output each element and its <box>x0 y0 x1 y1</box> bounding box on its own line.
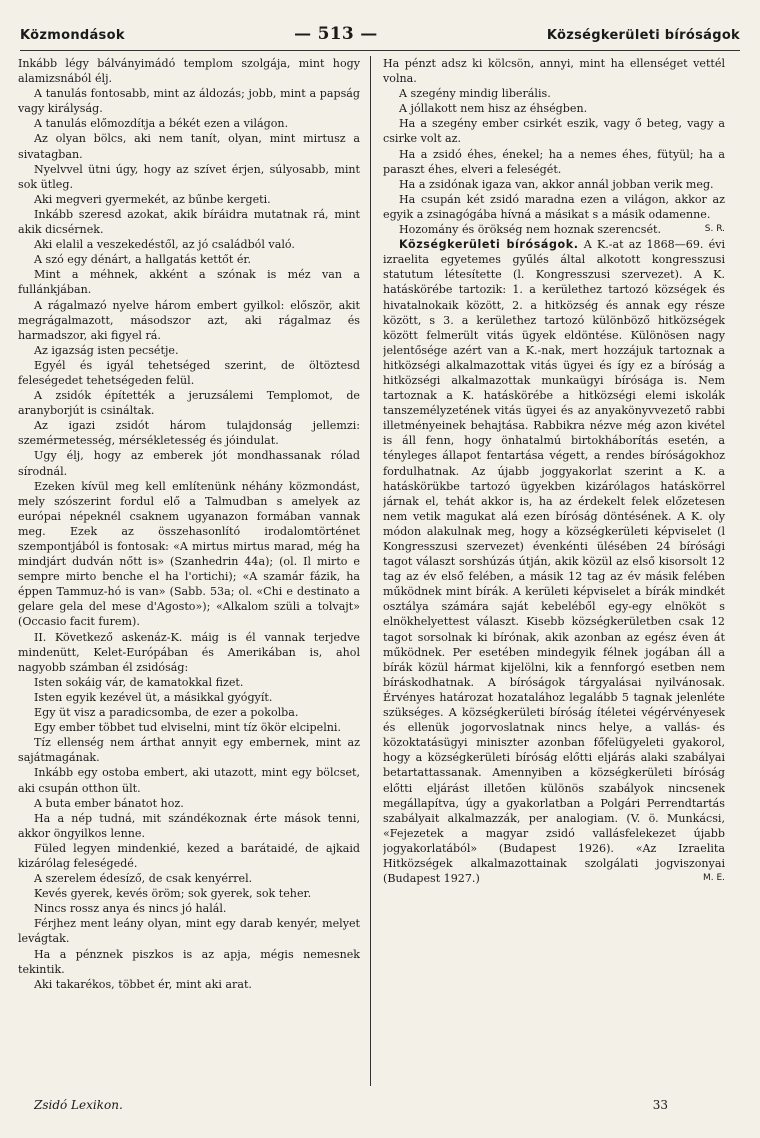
saying: Férjhez ment leány olyan, mint egy darab kenyér, melyet levágtak. <box>18 917 360 946</box>
saying: Inkább egy ostoba embert, aki utazott, mint egy bölcset, aki csupán otthon ült. <box>18 766 360 795</box>
author-signature: S. R. <box>704 224 725 235</box>
saying: A zsidók építették a jeruzsálemi Templomot, de aranyborjút is csináltak. <box>18 389 360 418</box>
saying: A rágalmazó nyelve három embert gyilkol: először, akit megrágalmazott, másodszor azt, aki rágalmaz és harmadszor, aki figyel rá. <box>18 298 360 342</box>
entry-title: Községkerületi bíróságok. <box>399 238 579 252</box>
header-right: Községkerületi bíróságok <box>546 28 740 43</box>
saying: Ha a nép tudná, mit szándékoznak érte mások tenni, akkor öngyilkos lenne. <box>18 811 360 840</box>
saying: Egy ember többet tud elviselni, mint tíz ökör elcipelni. <box>34 721 341 735</box>
saying: Ha a szegény ember csirkét eszik, vagy ő beteg, vagy a csirke volt az. <box>383 117 725 146</box>
saying: Egyél és igyál tehetséged szerint, de öltöztesd feleségedet tehetségeden felül. <box>18 358 360 387</box>
saying: Ugy élj, hogy az emberek jót mondhassanak rólad sírodnál. <box>18 449 360 478</box>
saying: Inkább légy bálványimádó templom szolgája, mint hogy alamizsnából élj. <box>18 57 360 86</box>
saying: Az igazi zsidót három tulajdonság jellemzi: szemérmetesség, mérsékletesség és jóindulat. <box>18 419 360 448</box>
saying: A szó egy dénárt, a hallgatás kettőt ér. <box>34 253 252 267</box>
footer-publication: Zsidó Lexikon. <box>34 1098 123 1112</box>
saying: Isten sokáig vár, de kamatokkal fizet. <box>34 675 244 689</box>
saying-text: Hozomány és örökség nem hoznak szerencsét. <box>399 223 662 237</box>
saying: Aki takarékos, többet ér, mint aki arat. <box>34 977 252 991</box>
saying: A tanulás előmozdítja a békét ezen a világon. <box>34 117 289 131</box>
paragraph: Ezeken kívül meg kell említenünk néhány közmondást, mely szószerint fordul elő a Talmudban s amelyek az európai népeknél csaknem ugyanazon formában vannak meg. Ezek az összehasonlító irodalomtörténet szempontjából is fontosak: «A mirtus mirtus marad, még ha mindjárt dudván nőtt is» (Szanhedrin 44a); (ol. Il mirto e sempre mirto benche el ha l'ortichi); «A szamár fázik, ha éppen Tammuz-hó is van» (Sabb. 53a; ol. «Chi e destinato a gelare gela del mese d'Agosto»); «Alkalom szüli a tolvajt» (Occasio facit furem). <box>18 479 360 629</box>
saying: Ha csupán két zsidó maradna ezen a világon, akkor az egyik a zsinagógába hívná a másikat s a másik odamenne. <box>383 192 725 221</box>
page-footer <box>34 1098 668 1114</box>
entry-text: A K.-at az 1868—69. évi izraelita egyetemes gyűlés által alkotott kongresszusi statutum létesítette (l. Kongresszusi szervezet). A K. hatáskörébe tartozik: 1. a kerülethez tartozó községek és hivatalnokaik között, 2. a hitközség és annak egy része között, s 3. a kerülethez tartozó különböző hitközségek között felmerült vitás ügyek eldöntése. Különösen nagy jelentősége azért van a K.-nak, mert hozzájuk tartoznak a hitközségi alkalmazottak vitás ügyei és így ez a bíróság a hitközségi alkalmazottak munkaügyi bírósága is. Nem tartoznak a K. hatáskörébe a hitközségi elemi iskolák tanszemélyzetének vitás ügyei és az anyakönyvvezető rabbi illetményeinek behajtása. Rabbikra nézve még azon kivétel is áll fenn, hogy önhatalmú birtokháborítás esetén, a tényleges állapot fentartása végett, a rendes bíróságokhoz fordulhatnak. Az újabb joggyakorlat szerint a K. a hatáskörükbe tartozó ügyekben kizárólagos hatáskörrel járnak el, tehát akkor is, ha az érdekelt felek előzetesen nem vetik magukat alá ezen bíróság döntésének. A K. oly módon alakulnak meg, hogy a községkerületi képviselet (l Kongresszusi szervezet) évenkénti ülésében 24 bírósági tagot választ sorshúzás útján, akik közül az első kisorsolt 12 tag az év első felében, a másik 12 tag az év másik felében működnek mint bírák. A kerületi képviselet a bírák mindkét osztálya számára saját kebeléből egy-egy elnököt s elnökhelyettest választ. Kisebb községkerületben csak 12 tagot sorsolnak ki bírónak, akik azonban az egész éven át működnek. Per esetében mindegyik félnek jogában áll a bírák közül hármat kijelölni, kik a fennforgó esetben nem bíráskodhatnak. A bíróságok tárgyalásai nyilvánosak. Érvényes határozat hozatalához legalább 5 tagnak jelenléte szükséges. A községkerületi bíróság ítéletei végérvényesek és ellenük jogorvoslatnak nincs helye, a vallás- és közoktatásügyi miniszter azonban főfelügyeleti gyakorol, hogy a községkerületi bíróság előtti eljárás alaki szabályai betartattassanak. Amennyiben a községkerületi bíróság előtti eljárást illetően különös szabályok nincsenek megállapítva, úgy a gyakorlatban a Polgári Perrendtartás szabályait alkalmazzák, per analogiam. (V. ö. Munkácsi, «Fejezetek a magyar zsidó vallásfelekezet újabb jogyakorlatából» (Budapest 1926). «Az Izraelita Hitközségek alkalmazottainak szolgálati jogviszonyai (Budapest 1927.) <box>383 238 725 886</box>
saying: A szegény mindig liberális. <box>399 87 551 101</box>
saying: Ha pénzt adsz ki kölcsön, annyi, mint ha ellenséget vettél volna. <box>383 57 725 86</box>
lexicon-entry <box>383 237 725 886</box>
saying: Kevés gyerek, kevés öröm; sok gyerek, sok teher. <box>34 887 312 901</box>
saying: Tíz ellenség nem árthat annyit egy embernek, mint az sajátmagának. <box>18 736 360 765</box>
saying: Inkább szeresd azokat, akik bíráidra mutatnak rá, mint akik dicsérnek. <box>18 207 360 237</box>
saying: A szerelem édesíző, de csak kenyérrel. <box>34 872 253 886</box>
header-left: Közmondások <box>20 28 125 43</box>
left-column <box>18 56 360 1086</box>
saying: A buta ember bánatot hoz. <box>34 796 184 810</box>
saying: Füled legyen mindenkié, kezed a barátaidé, de ajkaid kizárólag feleségedé. <box>18 841 360 870</box>
right-column <box>383 56 725 1086</box>
signature-mark: 33 <box>652 1098 668 1112</box>
saying: Aki megveri gyermekét, az bűnbe kergeti. <box>34 192 271 206</box>
saying: A jóllakott nem hisz az éhségben. <box>399 102 588 116</box>
entry-signature: M. E. <box>702 873 725 884</box>
saying: Nyelvvel ütni úgy, hogy az szívet érjen, súlyosabb, mint sok ütleg. <box>18 162 360 191</box>
saying: Egy üt visz a paradicsomba, de ezer a pokolba. <box>34 706 299 720</box>
running-header <box>20 24 740 46</box>
saying: Nincs rossz anya és nincs jó halál. <box>34 902 227 916</box>
saying: A tanulás fontosabb, mint az áldozás; jobb, mint a papság vagy királyság. <box>18 87 360 116</box>
paragraph: II. Következő askenáz-K. máig is él vannak terjedve mindenütt, Kelet-Európában és Amerikában is, ahol nagyobb számban él zsidóság: <box>18 630 360 674</box>
column-divider <box>370 56 371 1086</box>
saying: Mint a méhnek, akként a szónak is méz van a fullánkjában. <box>18 268 360 297</box>
saying <box>383 222 725 237</box>
saying: Az olyan bölcs, aki nem tanít, olyan, mint mirtusz a sivatagban. <box>18 132 360 161</box>
saying: Az igazság isten pecsétje. <box>34 343 179 357</box>
saying: Aki elalil a veszekedéstől, az jó családból való. <box>34 238 295 252</box>
saying: Ha a zsidónak igaza van, akkor annál jobban verik meg. <box>399 177 714 191</box>
saying: Ha a pénznek piszkos is az apja, mégis nemesnek tekintik. <box>18 947 360 976</box>
header-rule <box>20 50 740 51</box>
page-number: — 513 — <box>294 24 378 44</box>
saying: Ha a zsidó éhes, énekel; ha a nemes éhes, fütyül; ha a paraszt éhes, elveri a feleségét. <box>383 147 725 176</box>
saying: Isten egyik kezével üt, a másikkal gyógyít. <box>34 690 273 704</box>
